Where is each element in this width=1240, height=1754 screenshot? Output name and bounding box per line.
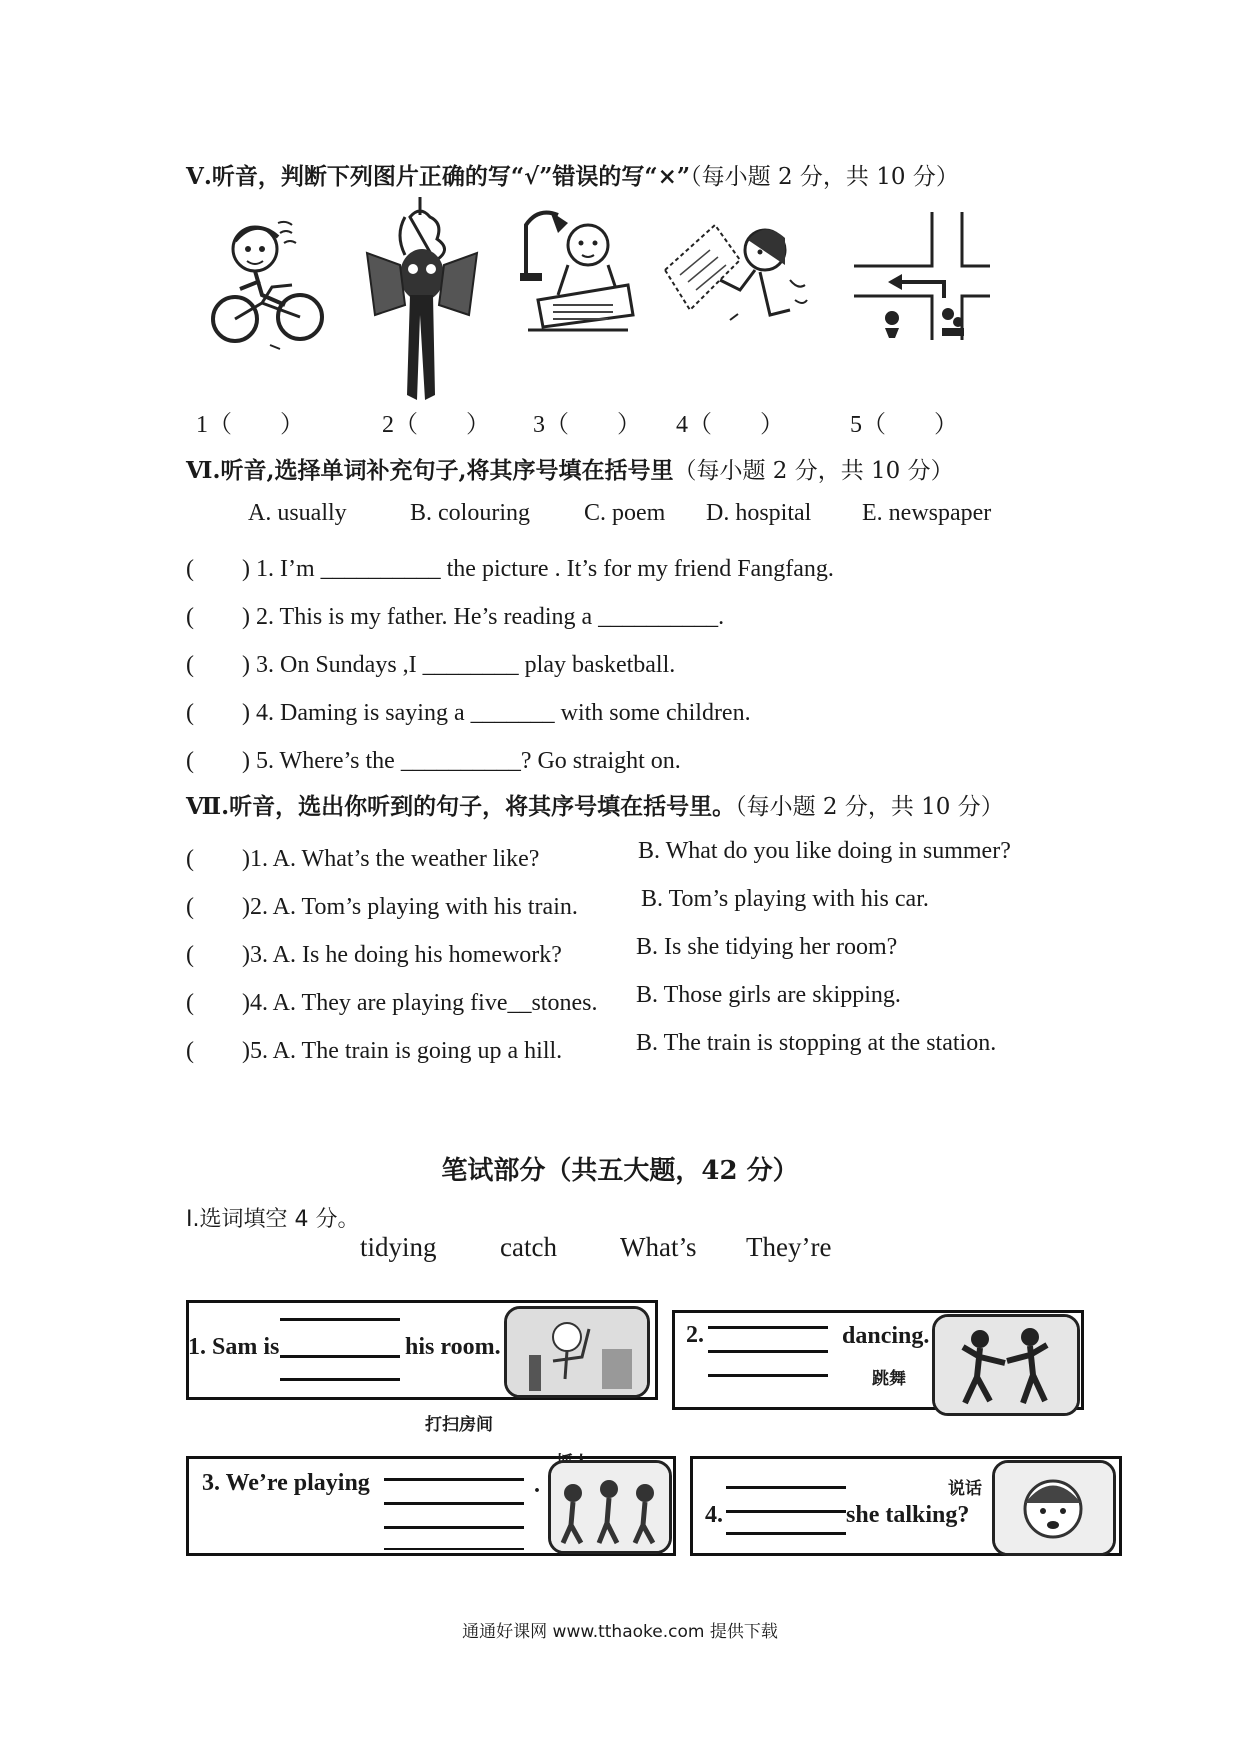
section6-item-2: ( ) 2. This is my father. He’s reading a __________. <box>186 604 725 630</box>
picture-label-4: 4（ ） <box>676 412 784 438</box>
section6-heading <box>186 452 954 485</box>
answer-line[interactable] <box>726 1510 846 1513</box>
picture-label-2: 2（ ） <box>382 412 490 438</box>
box4-suffix: she talking? <box>846 1502 970 1528</box>
section5-heading-text: Ⅴ.听音，判断下列图片正确的写“√”错误的写“×” <box>186 163 691 190</box>
box1-hint: 打扫房间 <box>425 1415 493 1435</box>
option-d: D. hospital <box>706 500 812 526</box>
section6-heading-text: Ⅵ.听音,选择单词补充句子,将其序号填在括号里 <box>186 457 674 484</box>
box3-period: . <box>534 1472 540 1498</box>
option-a: A. usually <box>248 500 347 526</box>
people-dancing-picture <box>932 1314 1080 1416</box>
word-theyre: They’re <box>746 1232 832 1262</box>
section7-item-3-a: ( )3. A. Is he doing his homework? <box>186 942 562 968</box>
answer-line <box>726 1486 846 1489</box>
section7-item-1-a: ( )1. A. What’s the weather like? <box>186 846 540 872</box>
answer-line <box>384 1526 524 1529</box>
road-junction-picture <box>852 210 992 342</box>
section7-heading-text: Ⅶ.听音，选出你听到的句子，将其序号填在括号里。 <box>186 793 736 820</box>
answer-line <box>280 1318 400 1321</box>
section7-item-2-a: ( )2. A. Tom’s playing with his train. <box>186 894 578 920</box>
word-catch: catch <box>500 1232 557 1262</box>
boy-riding-bike-picture <box>200 215 330 350</box>
section7-item-2-b: B. Tom’s playing with his car. <box>641 886 929 912</box>
section6-item-3: ( ) 3. On Sundays ,I ________ play basketball. <box>186 652 676 678</box>
section7-points: （每小题 2 分，共 10 分） <box>735 794 1004 820</box>
section7-item-3-b: B. Is she tidying her room? <box>636 934 898 960</box>
part1-heading: Ⅰ.选词填空 4 分。 <box>186 1207 360 1232</box>
boy-reading-newspaper-picture <box>518 205 638 340</box>
answer-line[interactable] <box>384 1502 524 1505</box>
section6-item-4: ( ) 4. Daming is saying a _______ with some children. <box>186 700 751 726</box>
answer-line[interactable] <box>708 1350 828 1353</box>
option-e: E. newspaper <box>862 500 992 526</box>
section6-points: （每小题 2 分，共 10 分） <box>673 458 954 484</box>
section7-item-1-b: B. What do you like doing in summer? <box>638 838 1011 864</box>
section6-item-5: ( ) 5. Where’s the __________? Go straight on. <box>186 748 681 774</box>
girl-talking-picture <box>992 1460 1116 1556</box>
box2-hint: 跳舞 <box>872 1369 906 1389</box>
section7-item-5-a: ( )5. A. The train is going up a hill. <box>186 1038 563 1064</box>
option-b: B. colouring <box>410 500 530 526</box>
answer-line[interactable] <box>280 1355 400 1358</box>
answer-line <box>708 1326 828 1329</box>
section7-item-5-b: B. The train is stopping at the station. <box>636 1030 997 1056</box>
word-tidying: tidying <box>360 1232 437 1262</box>
girl-drawing-picture <box>660 220 810 335</box>
answer-line <box>726 1532 846 1535</box>
children-playing-catch-drawing <box>551 1463 669 1551</box>
footer: 通通好课网 www.tthaoke.com 提供下载 <box>462 1622 778 1642</box>
picture-label-5: 5（ ） <box>850 412 958 438</box>
word-whats: What’s <box>620 1232 697 1262</box>
answer-line <box>384 1548 524 1550</box>
girl-talking-drawing <box>995 1463 1113 1553</box>
section6-item-1: ( ) 1. I’m __________ the picture . It’s for my friend Fangfang. <box>186 556 834 582</box>
answer-line <box>708 1374 828 1377</box>
box3-prefix: 3. We’re playing <box>202 1470 370 1496</box>
boy-tidying-room-picture <box>504 1306 650 1398</box>
box4-number: 4. <box>705 1502 723 1528</box>
box2-number: 2. <box>686 1322 704 1348</box>
picture-label-1: 1（ ） <box>196 412 304 438</box>
box1-suffix: his room. <box>405 1334 501 1360</box>
people-dancing-drawing <box>935 1317 1077 1413</box>
option-c: C. poem <box>584 500 666 526</box>
section7-item-4-b: B. Those girls are skipping. <box>636 982 901 1008</box>
boy-tidying-room-drawing <box>507 1309 647 1395</box>
box2-suffix: dancing. <box>842 1323 930 1349</box>
picture-label-3: 3（ ） <box>533 412 641 438</box>
section5-points: （每小题 2 分，共 10 分） <box>690 164 959 190</box>
children-playing-catch-picture <box>548 1460 672 1554</box>
section7-item-4-a: ( )4. A. They are playing five__stones. <box>186 990 598 1016</box>
written-part-title: 笔试部分（共五大题，42 分） <box>441 1156 799 1186</box>
box1-prefix: 1. Sam is <box>188 1334 280 1360</box>
answer-line <box>384 1478 524 1481</box>
kite-picture <box>365 195 480 405</box>
section5-heading <box>186 158 959 191</box>
section7-heading <box>186 788 1004 821</box>
box4-hint: 说话 <box>948 1479 982 1499</box>
answer-line <box>280 1378 400 1381</box>
